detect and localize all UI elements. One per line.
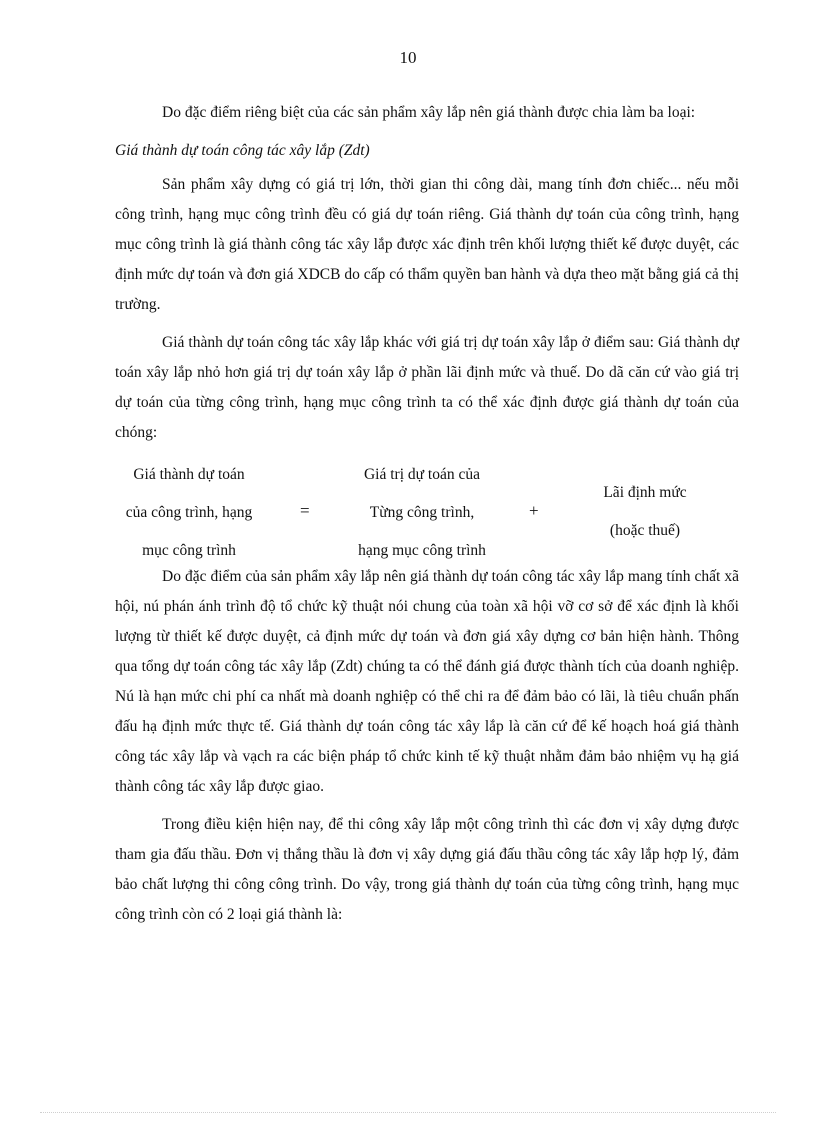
page-bottom-divider <box>40 1112 776 1113</box>
formula-middle-term <box>325 456 519 570</box>
formula-left-line: mục công trình <box>142 542 236 559</box>
formula-right-term <box>555 474 735 550</box>
paragraph-intro: Do đặc điểm riêng biệt của các sản phẩm xây lắp nên giá thành được chia làm ba loại: <box>162 104 696 121</box>
plus-sign: + <box>529 501 539 520</box>
formula-middle-line: Từng công trình, <box>369 504 475 521</box>
formula-left-line: Giá thành dự toán <box>133 466 245 483</box>
formula-right-line: Lãi định mức <box>603 484 687 501</box>
section-heading: Giá thành dự toán công tác xây lắp (Zdt) <box>115 142 370 159</box>
formula-left-line: của công trình, hạng <box>125 504 253 521</box>
formula-right-line: (hoặc thuế) <box>609 522 681 539</box>
paragraph-difference: Giá thành dự toán công tác xây lắp khác với giá trị dự toán xây lắp ở điểm sau: Giá thành dự toán xây lắp nhỏ hơn giá trị dự toán xây lắp ở phần lãi định mức và thuế. Do dã căn cứ vào giá trị dự toán của từng công trình, hạng mục công trình ta có thể xác định được giá thành dự toán của chóng: <box>115 334 739 441</box>
paragraph-characteristics: Do đặc điểm của sản phẩm xây lắp nên giá thành dự toán công tác xây lắp mang tính chất xã hội, nú phán ánh trình độ tổ chức kỹ thuật nói chung của toàn xã hội vỡ cơ sở để xác định là khối lượng từ thiết kế được duyệt, cả định mức dự toán và đơn giá xây dựng cơ bản hiện hành. Thông qua tổng dự toán công tác xây lắp (Zdt) chúng ta có thể đánh giá được thành tích của doanh nghiệp. Nú là hạn mức chi phí ca nhất mà doanh nghiệp có thể chi ra để đảm bảo có lãi, là tiêu chuẩn phấn đấu hạ định mức thực tế. Giá thành dự toán công tác xây lắp là căn cứ để kế hoạch hoá giá thành công tác xây lắp và vạch ra các biện pháp tổ chức kinh tế kỹ thuật nhằm đảm bảo nhiệm vụ hạ giá thành công tác xây lắp được giao. <box>115 568 739 795</box>
formula-middle-line: hạng mục công trình <box>358 542 486 559</box>
cost-formula <box>115 456 739 559</box>
document-body <box>115 98 739 938</box>
formula-left-term <box>97 456 281 570</box>
paragraph-bidding: Trong điều kiện hiện nay, để thi công xây lắp một công trình thì các đơn vị xây dựng được tham gia đấu thầu. Đơn vị thắng thầu là đơn vị xây dựng giá đấu thầu công tác xây lắp hợp lý, đảm bảo chất lượng thi công công trình. Do vậy, trong giá thành dự toán của từng công trình, hạng mục công trình còn có 2 loại giá thành là: <box>115 816 739 923</box>
formula-middle-line: Giá trị dự toán của <box>363 466 480 483</box>
equals-sign: = <box>300 501 310 520</box>
paragraph-definition: Sản phẩm xây dựng có giá trị lớn, thời gian thi công dài, mang tính đơn chiếc... nếu mỗi công trình, hạng mục công trình đều có giá dự toán riêng. Giá thành dự toán của công trình, hạng mục công trình là giá thành công tác xây lắp được xác định trên khối lượng thiết kế được duyệt, các định mức dự toán và đơn giá XDCB do cấp có thẩm quyền ban hành và dựa theo mặt bằng giá cả thị trường. <box>115 176 739 313</box>
page-number: 10 <box>399 48 417 67</box>
